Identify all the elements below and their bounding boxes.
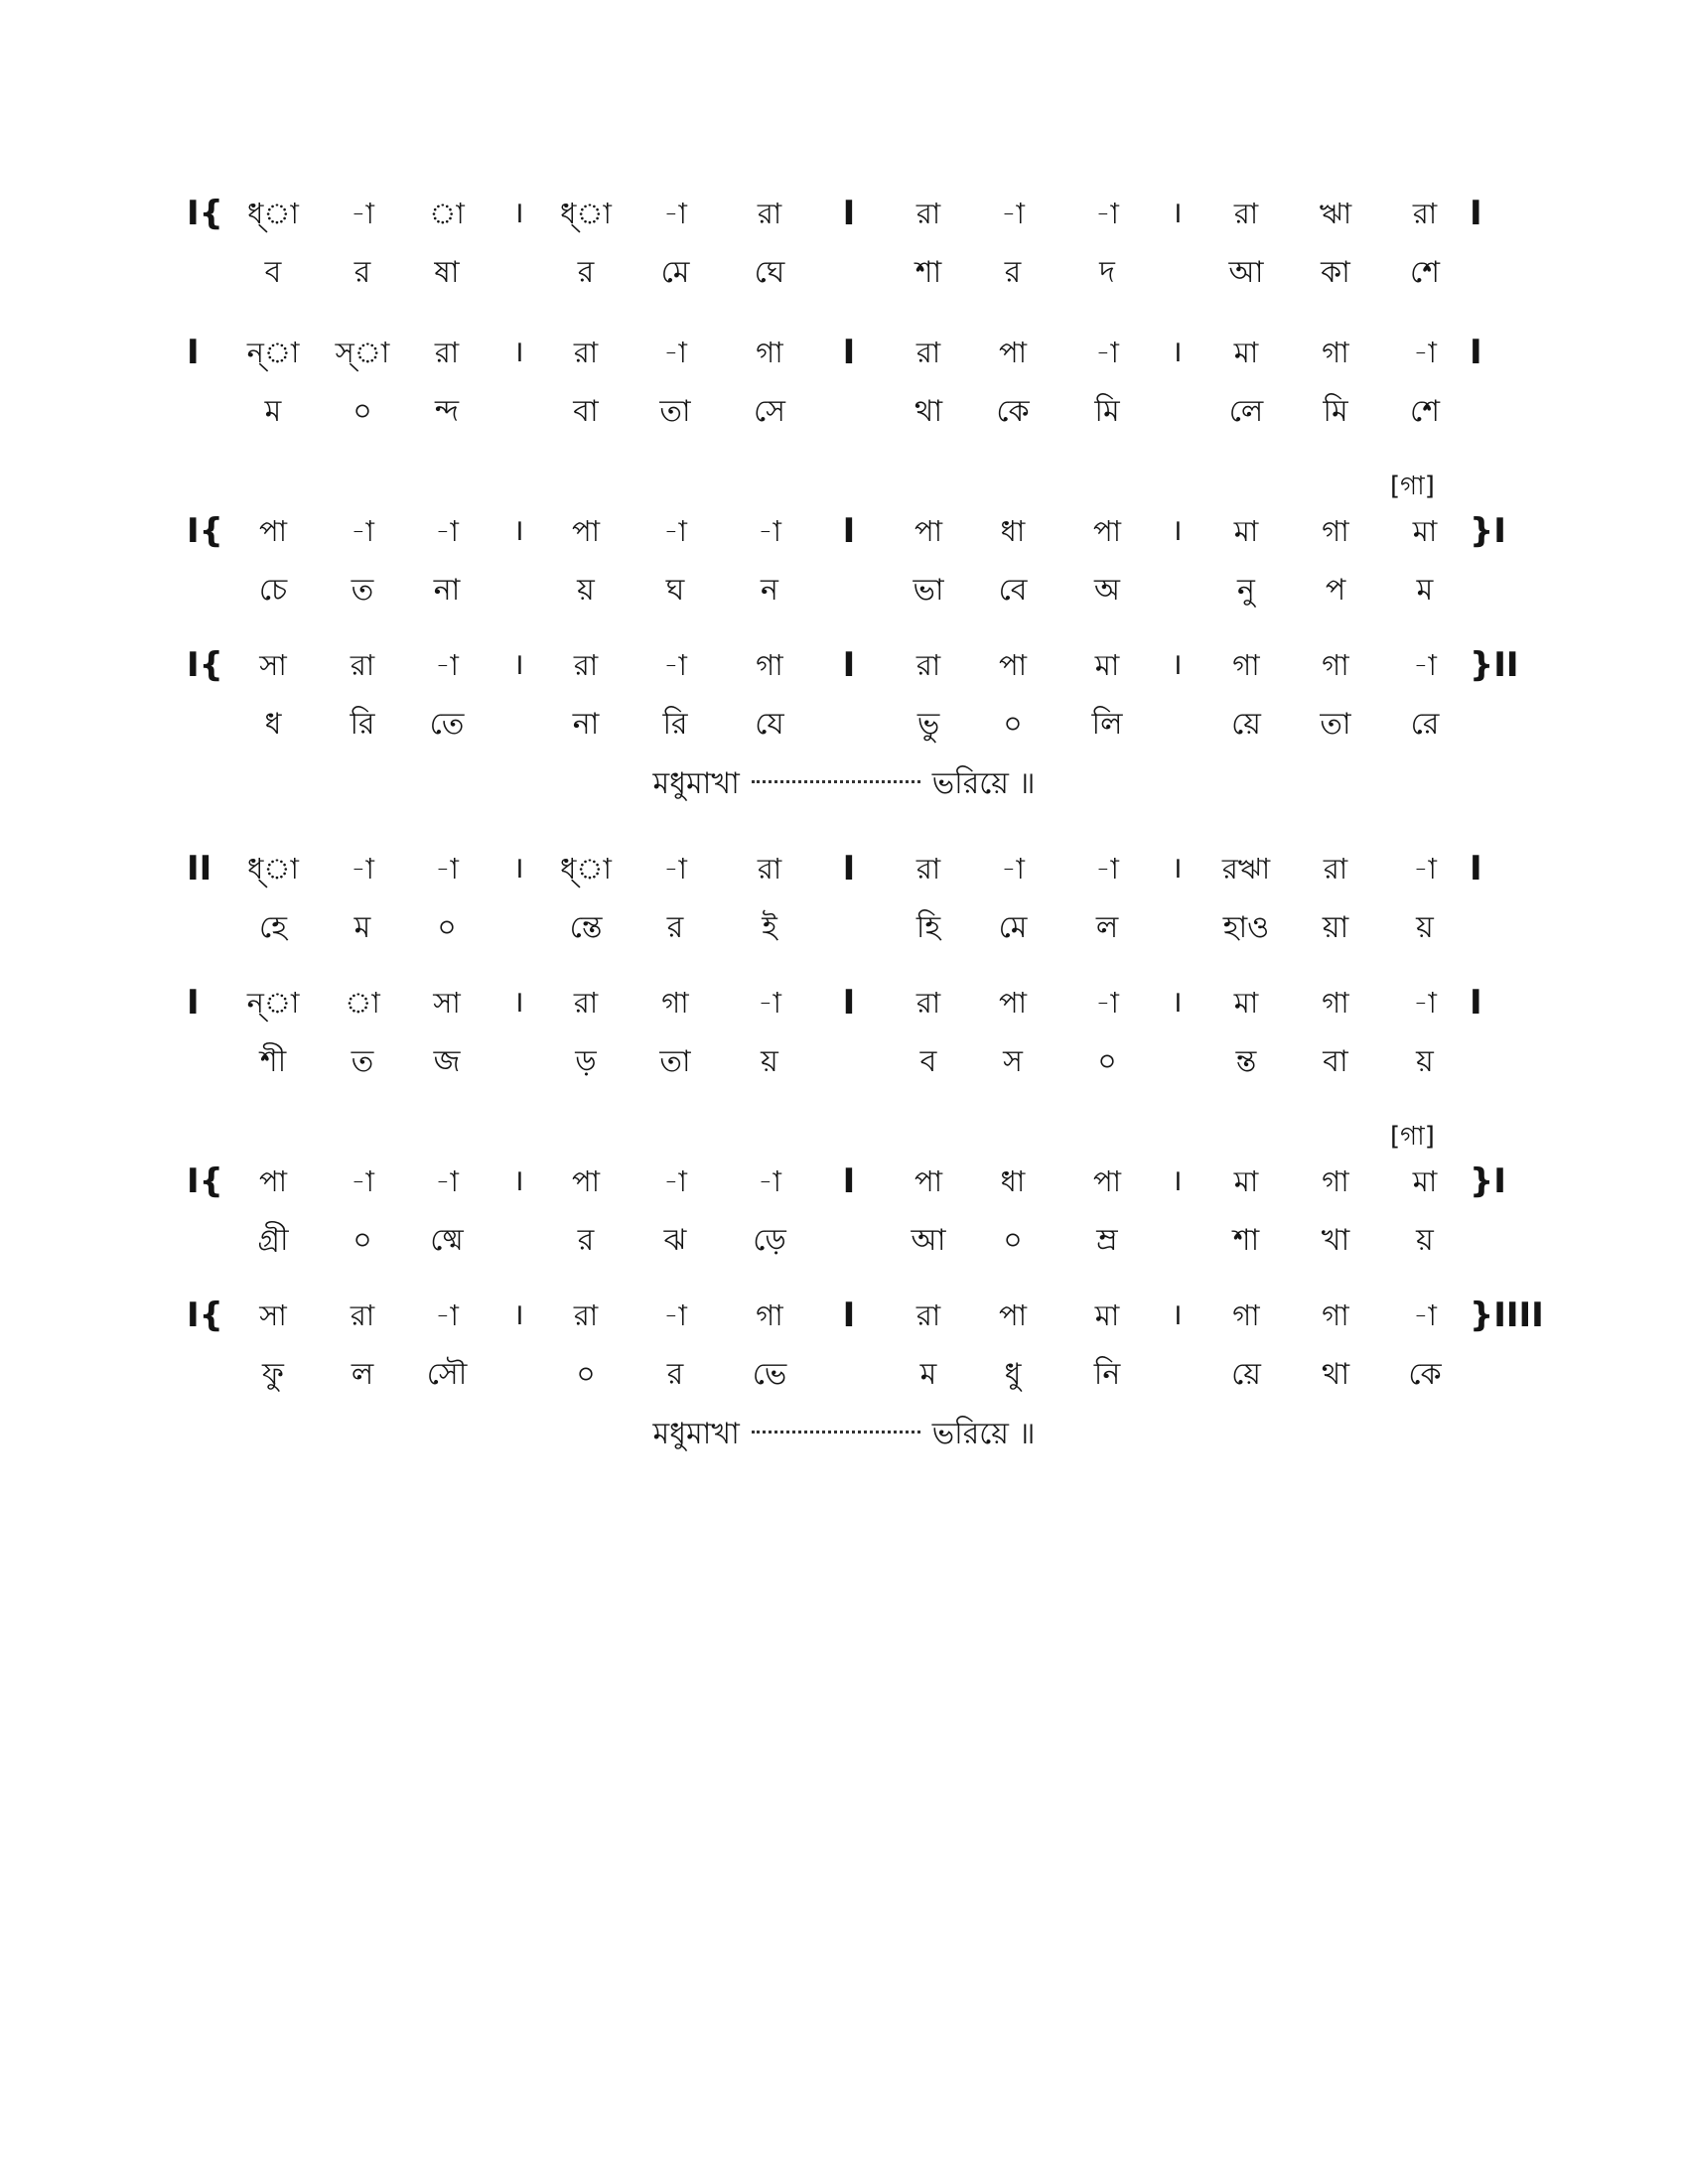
lyric-syllable: ম xyxy=(1416,573,1434,608)
note: -া xyxy=(663,1298,687,1332)
note: রা xyxy=(573,648,599,682)
note: রা xyxy=(350,1298,375,1332)
bar-line: I xyxy=(842,1161,856,1201)
lyric-syllable: ন্দ xyxy=(434,394,460,429)
lyric-syllable: র xyxy=(666,1357,684,1392)
lyric-syllable: নি xyxy=(1093,1357,1121,1392)
bar-line: । xyxy=(1171,196,1183,230)
lyric-syllable: য় xyxy=(761,1044,778,1079)
note: গা xyxy=(1322,336,1349,369)
note: পা xyxy=(258,514,288,548)
note: পা xyxy=(998,336,1028,369)
note: ন্‌া xyxy=(246,336,300,369)
lyric-syllable: ত xyxy=(351,1044,374,1079)
bar-line-trail: I xyxy=(1470,849,1482,888)
note: রা xyxy=(915,986,941,1020)
note: -া xyxy=(1095,336,1119,369)
lyric-syllable: মি xyxy=(1094,394,1120,429)
note: রা xyxy=(915,197,941,230)
lyric-syllable: নু xyxy=(1237,573,1255,608)
note: গা xyxy=(756,336,783,369)
lyric-syllable: র xyxy=(353,255,371,290)
note: -া xyxy=(351,852,374,886)
lyric-syllable: লি xyxy=(1091,707,1123,742)
lyric-syllable: মি xyxy=(1323,394,1348,429)
lyric-syllable: তা xyxy=(659,1044,691,1079)
refrain-end: ভরিয়ে ॥ xyxy=(931,766,1036,801)
lyric-syllable: থা xyxy=(914,394,943,429)
lyric-syllable: থা xyxy=(1321,1357,1350,1392)
bar-line: I xyxy=(842,983,856,1023)
bar-line-trail: I xyxy=(1470,983,1482,1023)
note: া xyxy=(429,197,465,230)
bar-line-lead: I xyxy=(187,333,200,372)
note: া xyxy=(345,986,380,1020)
bar-line-trail: }II xyxy=(1470,645,1519,685)
note-row xyxy=(0,1291,1688,1340)
note: মা xyxy=(1412,514,1438,548)
note: গা xyxy=(756,1298,783,1332)
lyric-syllable: তে xyxy=(429,707,465,742)
lyric-syllable: ০ xyxy=(1003,1223,1023,1258)
note: -া xyxy=(435,852,459,886)
note: গা xyxy=(1322,986,1349,1020)
lyric-row xyxy=(0,248,1688,298)
lyric-syllable: রি xyxy=(350,707,375,742)
bar-line-lead: I xyxy=(187,983,200,1023)
note-row xyxy=(0,978,1688,1027)
bar-line-trail: I xyxy=(1470,333,1482,372)
lyric-syllable: কে xyxy=(996,394,1030,429)
lyric-syllable: ল xyxy=(351,1357,374,1392)
lyric-syllable: ন্ত xyxy=(1235,1044,1257,1079)
bar-line: । xyxy=(512,1297,524,1332)
bar-line-trail: I xyxy=(1470,194,1482,233)
note: -া xyxy=(351,1164,374,1198)
note-row xyxy=(0,844,1688,893)
refrain-end: ভরিয়ে ॥ xyxy=(931,1417,1036,1451)
bar-line: I xyxy=(842,849,856,888)
note: পা xyxy=(998,648,1028,682)
note: স্‌া xyxy=(335,336,390,369)
refrain-line xyxy=(0,1410,1688,1459)
lyric-syllable: না xyxy=(572,707,600,742)
note: গা xyxy=(661,986,689,1020)
lyric-syllable: য় xyxy=(1416,1223,1434,1258)
lyric-syllable: স xyxy=(1003,1044,1023,1079)
lyric-syllable: প xyxy=(1325,573,1346,608)
lyric-syllable: আ xyxy=(911,1223,946,1258)
lyric-syllable: ষা xyxy=(434,255,460,290)
note: রা xyxy=(1323,852,1348,886)
lyric-row xyxy=(0,1216,1688,1266)
note: সা xyxy=(259,1298,287,1332)
lyric-syllable: ষ্মে xyxy=(430,1223,464,1258)
note: -া xyxy=(1413,986,1437,1020)
lyric-syllable: মে xyxy=(998,910,1028,945)
note: রা xyxy=(573,1298,599,1332)
note: -া xyxy=(1413,1298,1437,1332)
lyric-syllable: ০ xyxy=(352,1223,372,1258)
note: ধ্‌া xyxy=(247,197,299,230)
lyric-row xyxy=(0,1350,1688,1400)
lyric-syllable: ম xyxy=(919,1357,937,1392)
lyric-syllable: র xyxy=(577,255,595,290)
note: মা xyxy=(1094,648,1120,682)
note: ধা xyxy=(1000,1164,1026,1198)
lyric-syllable: ০ xyxy=(1003,707,1023,742)
lyric-syllable: ব xyxy=(919,1044,937,1079)
bar-line: । xyxy=(1171,1297,1183,1332)
lyric-syllable: ভে xyxy=(752,1357,787,1392)
refrain-start: মধুমাখা xyxy=(652,1417,740,1451)
lyric-syllable: য়ে xyxy=(1231,707,1261,742)
refrain-dots xyxy=(752,1423,920,1433)
note: গা xyxy=(1322,1298,1349,1332)
note: পা xyxy=(998,1298,1028,1332)
lyric-syllable: হি xyxy=(915,910,941,945)
bar-line: । xyxy=(512,851,524,886)
note: -া xyxy=(1413,648,1437,682)
refrain-start: মধুমাখা xyxy=(652,766,740,801)
bar-line: । xyxy=(1171,985,1183,1020)
lyric-syllable: সে xyxy=(754,394,785,429)
lyric-syllable: না xyxy=(433,573,461,608)
note: মা xyxy=(1233,1164,1259,1198)
lyric-syllable: ধু xyxy=(1004,1357,1022,1392)
lyric-syllable: গ্রী xyxy=(257,1223,289,1258)
lyric-syllable: ভু xyxy=(916,707,940,742)
bar-line: । xyxy=(512,647,524,682)
note: রা xyxy=(915,648,941,682)
note: -া xyxy=(663,1164,687,1198)
bar-line: । xyxy=(512,1163,524,1198)
bar-line: I xyxy=(842,1296,856,1335)
lyric-syllable: জ xyxy=(433,1044,461,1079)
bar-line: I xyxy=(842,645,856,685)
note: পা xyxy=(914,1164,943,1198)
lyric-syllable: ড় xyxy=(575,1044,597,1079)
note: পা xyxy=(998,986,1028,1020)
note: -া xyxy=(663,197,687,230)
note: -া xyxy=(758,514,781,548)
lyric-syllable: শী xyxy=(259,1044,287,1079)
note: -া xyxy=(663,648,687,682)
alternate-note-annotation: [গা] xyxy=(1390,472,1435,501)
lyric-syllable: কে xyxy=(1408,1357,1442,1392)
note: পা xyxy=(571,1164,601,1198)
note: পা xyxy=(914,514,943,548)
lyric-syllable: ব xyxy=(264,255,282,290)
note: গা xyxy=(1322,1164,1349,1198)
alternate-note-annotation: [গা] xyxy=(1390,1122,1435,1152)
bar-line: I xyxy=(842,511,856,551)
lyric-syllable: ঘে xyxy=(754,255,785,290)
lyric-syllable: য় xyxy=(577,573,595,608)
note: -া xyxy=(435,648,459,682)
note: গা xyxy=(756,648,783,682)
note: -া xyxy=(435,1164,459,1198)
note: মা xyxy=(1094,1298,1120,1332)
note: -া xyxy=(1095,197,1119,230)
note-row xyxy=(0,328,1688,377)
lyric-row xyxy=(0,700,1688,750)
lyric-syllable: য় xyxy=(1416,1044,1434,1079)
note: -া xyxy=(663,336,687,369)
note: -া xyxy=(351,514,374,548)
bar-line-lead: II xyxy=(187,849,212,888)
note: -া xyxy=(758,1164,781,1198)
lyric-syllable: খা xyxy=(1321,1223,1350,1258)
lyric-syllable: ন xyxy=(761,573,778,608)
lyric-row xyxy=(0,387,1688,437)
lyric-syllable: ই xyxy=(762,910,777,945)
lyric-syllable: য় xyxy=(1416,910,1434,945)
note-row xyxy=(0,640,1688,690)
note: -া xyxy=(663,514,687,548)
lyric-syllable: ০ xyxy=(437,910,457,945)
note: রা xyxy=(915,336,941,369)
bar-line: । xyxy=(1171,851,1183,886)
note: মা xyxy=(1233,336,1259,369)
bar-line-lead: I{ xyxy=(187,645,223,685)
note: রা xyxy=(573,336,599,369)
note: মা xyxy=(1233,514,1259,548)
note: মা xyxy=(1233,986,1259,1020)
lyric-syllable: রি xyxy=(662,707,688,742)
note: রা xyxy=(757,852,782,886)
lyric-syllable: হাও xyxy=(1222,910,1270,945)
note: -া xyxy=(663,852,687,886)
note-row xyxy=(0,506,1688,556)
note: -া xyxy=(435,514,459,548)
lyric-syllable: বা xyxy=(1323,1044,1348,1079)
bar-line-lead: I{ xyxy=(187,1296,223,1335)
note: রা xyxy=(434,336,460,369)
bar-line: । xyxy=(1171,335,1183,369)
lyric-syllable: শা xyxy=(1232,1223,1260,1258)
note: -া xyxy=(351,197,374,230)
lyric-syllable: ল xyxy=(1095,910,1119,945)
lyric-syllable: লে xyxy=(1228,394,1264,429)
lyric-syllable: দ xyxy=(1099,255,1115,290)
lyric-syllable: যে xyxy=(755,707,784,742)
note: রা xyxy=(350,648,375,682)
lyric-syllable: শা xyxy=(914,255,942,290)
bar-line: I xyxy=(842,194,856,233)
note: ধ্‌া xyxy=(247,852,299,886)
bar-line-trail: }IIII xyxy=(1470,1296,1544,1335)
lyric-syllable: র xyxy=(666,910,684,945)
note: -া xyxy=(1095,852,1119,886)
note: মা xyxy=(1412,1164,1438,1198)
note-row xyxy=(0,189,1688,238)
note: -া xyxy=(758,986,781,1020)
note: পা xyxy=(1092,514,1122,548)
note: ধা xyxy=(1000,514,1026,548)
bar-line-lead: I{ xyxy=(187,1161,223,1201)
note-row xyxy=(0,1157,1688,1206)
note: গা xyxy=(1232,648,1260,682)
lyric-syllable: ঘ xyxy=(665,573,685,608)
bar-line-lead: I{ xyxy=(187,194,223,233)
note: সা xyxy=(433,986,461,1020)
lyric-row xyxy=(0,566,1688,615)
lyric-syllable: ০ xyxy=(352,394,372,429)
lyric-syllable: র xyxy=(577,1223,595,1258)
bar-line: । xyxy=(512,513,524,548)
lyric-syllable: ০ xyxy=(1097,1044,1117,1079)
lyric-syllable: বা xyxy=(573,394,599,429)
note: ধ্‌া xyxy=(560,197,612,230)
lyric-syllable: ত xyxy=(351,573,374,608)
bar-line: । xyxy=(1171,1163,1183,1198)
lyric-syllable: বে xyxy=(998,573,1028,608)
lyric-syllable: ম্র xyxy=(1096,1223,1118,1258)
lyric-syllable: ০ xyxy=(576,1357,596,1392)
bar-line: । xyxy=(512,335,524,369)
bar-line: । xyxy=(1171,513,1183,548)
note: রা xyxy=(1233,197,1259,230)
bar-line-trail: }I xyxy=(1470,511,1506,551)
note: রা xyxy=(1412,197,1438,230)
note: গা xyxy=(1232,1298,1260,1332)
bar-line-lead: I{ xyxy=(187,511,223,551)
lyric-syllable: অ xyxy=(1094,573,1120,608)
note: পা xyxy=(571,514,601,548)
note: সা xyxy=(259,648,287,682)
lyric-syllable: ড়ে xyxy=(753,1223,786,1258)
note: রা xyxy=(757,197,782,230)
note: ন্‌া xyxy=(246,986,300,1020)
lyric-syllable: ধ xyxy=(264,707,282,742)
note: গা xyxy=(1322,648,1349,682)
note: -া xyxy=(1001,852,1025,886)
lyric-syllable: কা xyxy=(1321,255,1350,290)
lyric-syllable: রে xyxy=(1410,707,1440,742)
lyric-syllable: ভা xyxy=(913,573,944,608)
note: -া xyxy=(1095,986,1119,1020)
lyric-syllable: র xyxy=(1004,255,1022,290)
lyric-syllable: শে xyxy=(1410,255,1440,290)
lyric-syllable: মে xyxy=(660,255,690,290)
bar-line: । xyxy=(1171,647,1183,682)
refrain-dots xyxy=(752,772,920,783)
lyric-syllable: হে xyxy=(259,910,287,945)
lyric-row xyxy=(0,1037,1688,1087)
lyric-syllable: ফু xyxy=(262,1357,284,1392)
note: -া xyxy=(1413,336,1437,369)
note: পা xyxy=(1092,1164,1122,1198)
bar-line: । xyxy=(512,985,524,1020)
note: রা xyxy=(573,986,599,1020)
note: -া xyxy=(435,1298,459,1332)
lyric-syllable: য়া xyxy=(1322,910,1349,945)
note: রঋা xyxy=(1221,852,1271,886)
lyric-syllable: শে xyxy=(1410,394,1440,429)
bar-line-trail: }I xyxy=(1470,1161,1506,1201)
lyric-syllable: তা xyxy=(1320,707,1351,742)
note: -া xyxy=(1001,197,1025,230)
note: রা xyxy=(915,1298,941,1332)
note: ধ্‌া xyxy=(560,852,612,886)
lyric-row xyxy=(0,903,1688,953)
lyric-syllable: ঝ xyxy=(663,1223,687,1258)
note: -া xyxy=(1413,852,1437,886)
lyric-syllable: ম xyxy=(353,910,371,945)
lyric-syllable: য়ে xyxy=(1231,1357,1261,1392)
refrain-line xyxy=(0,759,1688,809)
lyric-syllable: তা xyxy=(659,394,691,429)
bar-line: । xyxy=(512,196,524,230)
lyric-syllable: ন্তে xyxy=(569,910,603,945)
lyric-syllable: আ xyxy=(1228,255,1264,290)
note: ঋা xyxy=(1319,197,1352,230)
lyric-syllable: ম xyxy=(264,394,282,429)
bar-line: I xyxy=(842,333,856,372)
lyric-syllable: সৌ xyxy=(426,1357,468,1392)
note: গা xyxy=(1322,514,1349,548)
note: রা xyxy=(915,852,941,886)
note: পা xyxy=(258,1164,288,1198)
lyric-syllable: চে xyxy=(258,573,288,608)
